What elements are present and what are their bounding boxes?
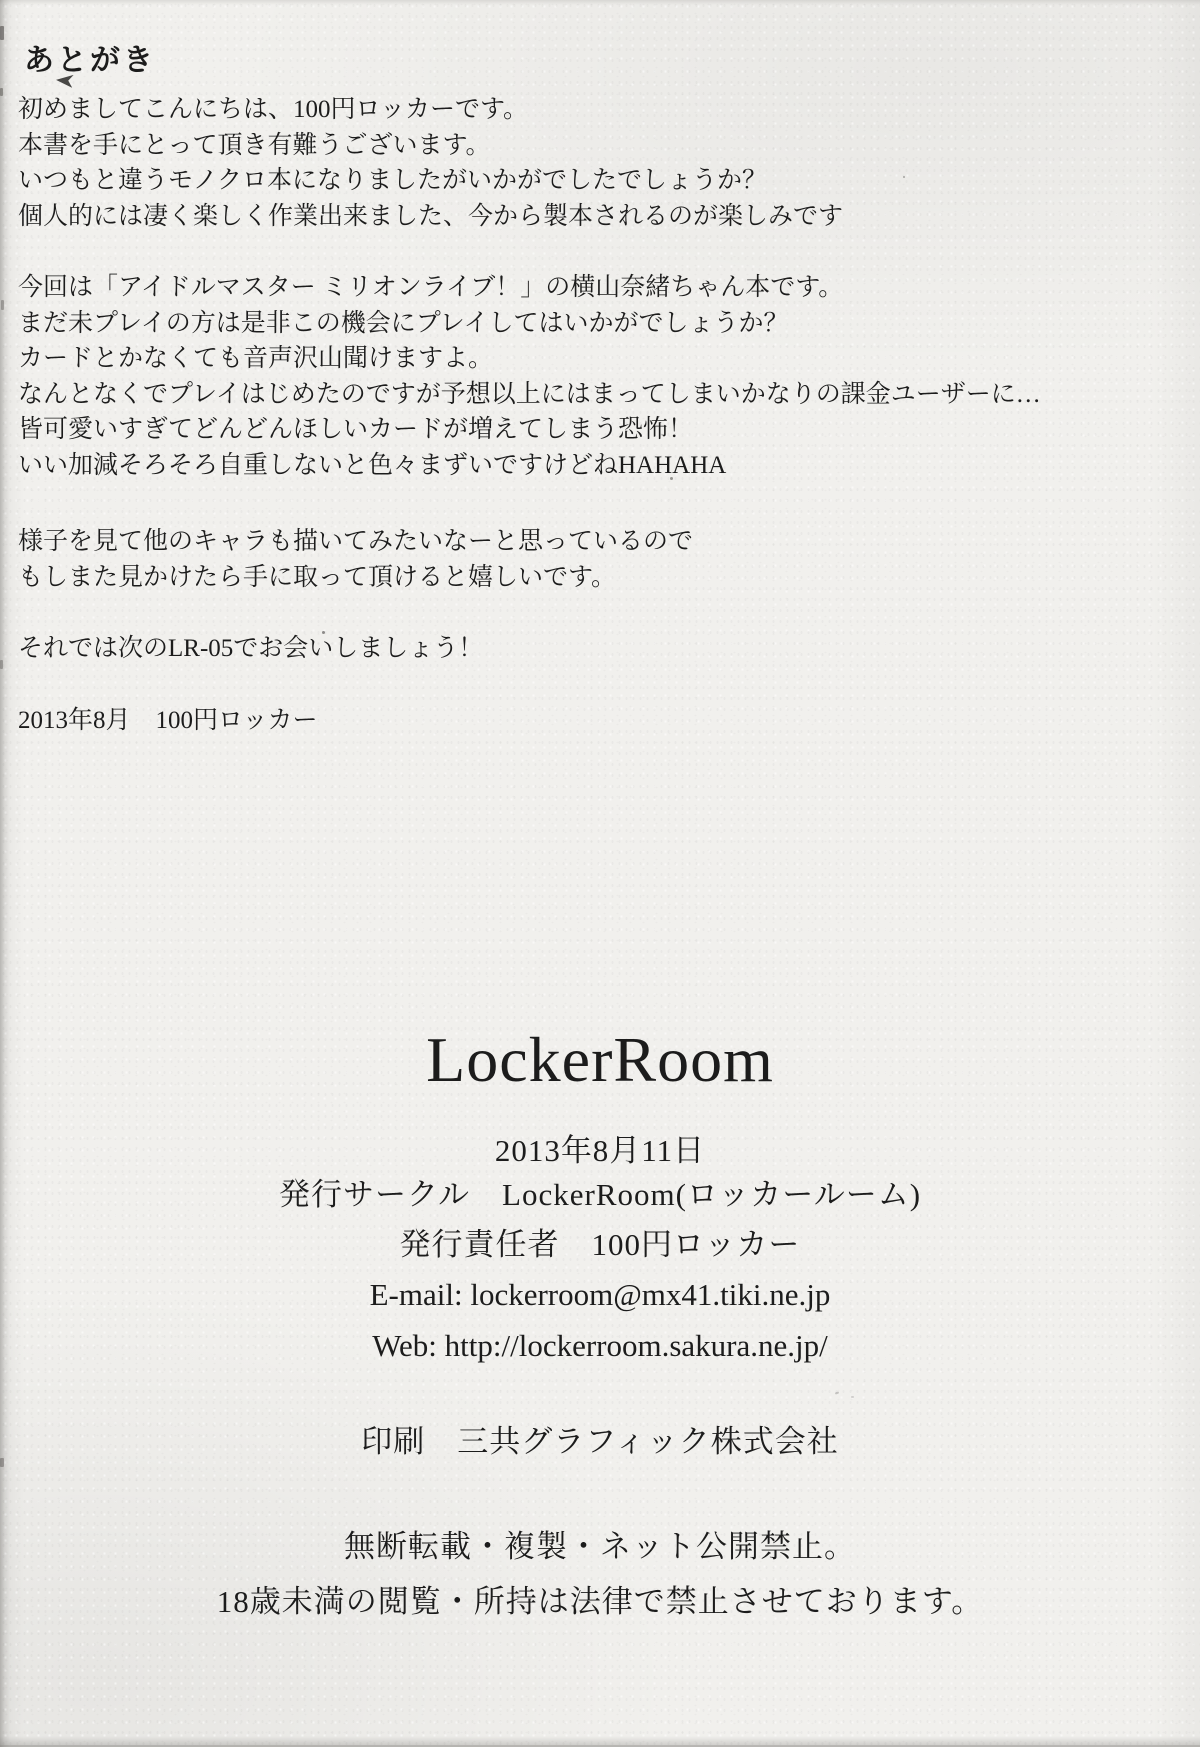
afterword-line: 個人的には凄く楽しく作業出来ました、今から製本されるのが楽しみです bbox=[18, 202, 844, 230]
afterword-signature bbox=[18, 703, 1041, 739]
copyright-notice: 無断転載・複製・ネット公開禁止。 bbox=[344, 1529, 856, 1564]
scan-edge-bottom bbox=[0, 1736, 1200, 1747]
afterword-line: それでは次のLR-05でお会いしましょう！ bbox=[18, 635, 484, 662]
afterword-date-signature: 2013年8月 100円ロッカー bbox=[18, 706, 318, 734]
scan-edge-mark bbox=[1, 300, 4, 310]
printer-line: 印刷 三共グラフィック株式会社 bbox=[361, 1424, 839, 1459]
afterword-line: 初めましてこんにちは、100円ロッカーです。 bbox=[18, 96, 529, 123]
scan-edge-mark bbox=[0, 88, 3, 96]
afterword-line: 皆可愛いすぎてどんどんほしいカードが増えてしまう恐怖！ bbox=[18, 416, 694, 443]
scan-edge-top bbox=[0, 0, 1200, 5]
afterword-line: いい加減そろそろ自重しないと色々まずいですけどねHAHAHA bbox=[18, 451, 727, 479]
publication-date: 2013年8月11日 bbox=[494, 1133, 706, 1168]
publisher-circle-line: 発行サークル LockerRoom(ロッカールーム) bbox=[278, 1177, 922, 1212]
afterword-line: 本書を手にとって頂き有難うございます。 bbox=[18, 131, 491, 159]
age-notice: 18歳未満の閲覧・所持は法律で禁止させております。 bbox=[216, 1584, 984, 1619]
publisher-person-line: 発行責任者 100円ロッカー bbox=[399, 1227, 801, 1262]
afterword-line: もしまた見かけたら手に取って頂けると嬉しいです。 bbox=[18, 563, 617, 591]
afterword-line: 様子を見て他のキャラも描いてみたいなーと思っているので bbox=[18, 528, 694, 555]
colophon bbox=[0, 1024, 1200, 1622]
afterword-line: カードとかなくても音声沢山聞けますよ。 bbox=[18, 345, 494, 372]
afterword-line: いつもと違うモノクロ本になりましたがいかがでしたでしょうか？ bbox=[18, 167, 768, 194]
afterword-line: まだ未プレイの方は是非この機会にプレイしてはいかがでしょうか？ bbox=[18, 309, 789, 337]
afterword-title: あとがき bbox=[24, 44, 156, 77]
afterword-paragraph bbox=[18, 270, 1041, 483]
scan-edge-mark bbox=[0, 26, 4, 40]
web-line: Web: http://lockerroom.sakura.ne.jp/ bbox=[372, 1328, 828, 1363]
afterword-paragraph bbox=[18, 631, 1041, 667]
afterword-text bbox=[18, 40, 1041, 774]
email-line: E-mail: lockerroom@mx41.tiki.ne.jp bbox=[369, 1277, 831, 1312]
afterword-line: なんとなくでプレイはじめたのですが予想以上にはまってしまいかなりの課金ユーザーに… bbox=[18, 380, 1041, 408]
afterword-line: 今回は「アイドルマスター ミリオンライブ！」の横山奈緒ちゃん本です。 bbox=[18, 274, 844, 301]
scan-edge-mark bbox=[0, 660, 3, 669]
circle-name-title: LockerRoom bbox=[426, 1024, 774, 1095]
afterword-paragraph bbox=[18, 92, 1041, 234]
afterword-paragraph bbox=[18, 524, 1041, 595]
